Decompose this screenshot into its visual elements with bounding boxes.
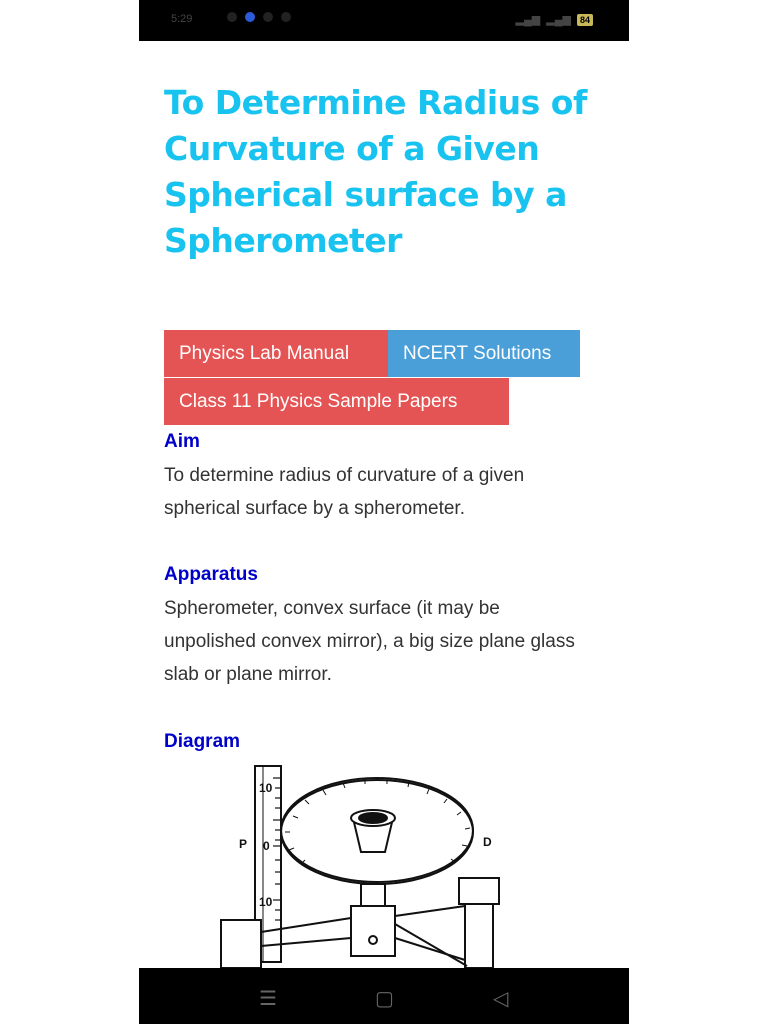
message-icon bbox=[263, 12, 273, 22]
notification-icons bbox=[227, 12, 291, 22]
phone-screen bbox=[139, 0, 629, 1024]
tag-class-11-physics-sample-papers[interactable]: Class 11 Physics Sample Papers bbox=[164, 378, 509, 425]
home-icon[interactable]: ▢ bbox=[375, 988, 394, 1010]
section-heading-apparatus: Apparatus bbox=[164, 564, 258, 585]
notification-icon bbox=[227, 12, 237, 22]
back-icon[interactable]: ◁ bbox=[493, 988, 509, 1010]
tag-physics-lab-manual[interactable]: Physics Lab Manual bbox=[164, 330, 388, 377]
section-heading-diagram: Diagram bbox=[164, 731, 241, 752]
navigation-bar bbox=[139, 968, 629, 1024]
status-right bbox=[516, 13, 593, 26]
battery-icon: 84 bbox=[577, 14, 593, 26]
alarm-icon bbox=[281, 12, 291, 22]
spherometer-diagram bbox=[215, 760, 561, 968]
scale-label-top: 10 bbox=[259, 781, 273, 795]
signal-icon: ▂▄▆ bbox=[546, 14, 571, 26]
section-heading-aim: Aim bbox=[164, 431, 200, 452]
scale-label-zero: 0 bbox=[263, 839, 270, 853]
recent-apps-icon[interactable]: ☰ bbox=[259, 988, 277, 1010]
section-text-aim: To determine radius of curvature of a given spherical surface by a spherometer. bbox=[164, 465, 525, 519]
article-title: To Determine Radius of Curvature of a Given Spherical surface by a Spherometer bbox=[164, 83, 587, 260]
status-bar bbox=[139, 0, 629, 41]
scale-label-bottom: 10 bbox=[259, 895, 273, 909]
label-d: D bbox=[483, 835, 492, 849]
label-p: P bbox=[239, 837, 248, 851]
app-notification-icon bbox=[245, 12, 255, 22]
tag-ncert-solutions[interactable]: NCERT Solutions bbox=[388, 330, 580, 377]
status-time: 5:29 bbox=[171, 13, 193, 25]
wifi-icon: ▂▄▆ bbox=[515, 14, 541, 26]
section-text-apparatus: Spherometer, convex surface (it may be unpolished convex mirror), a big size plane glass slab or plane mirror. bbox=[164, 598, 575, 685]
